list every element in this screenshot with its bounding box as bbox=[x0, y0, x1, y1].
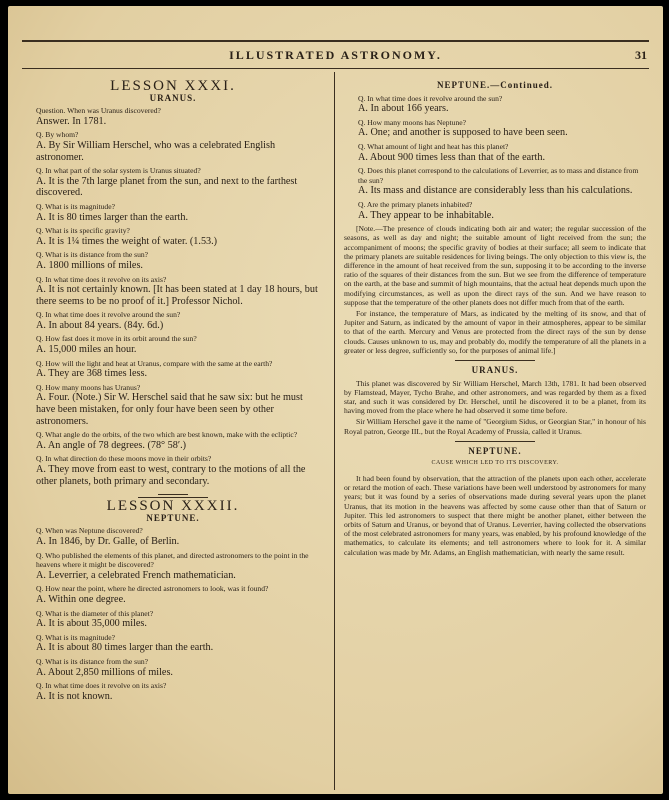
answer: A. They move from east to west, contrary to the motions of all the other planets, both primary and secondary. bbox=[36, 464, 306, 487]
question: Q. In what direction do these moons move in their orbits? bbox=[36, 454, 212, 464]
answer: A. It is about 80 times larger than the earth. bbox=[36, 642, 214, 654]
question: Q. When was Neptune discovered? bbox=[36, 526, 143, 536]
answer: A. It is the 7th large planet from the sun, and next to the farthest discovered. bbox=[36, 175, 298, 199]
section-rule-2 bbox=[455, 441, 535, 442]
book-page bbox=[8, 6, 663, 794]
note-paragraph-1: [Note.—The presence of clouds indicating both air and water; the regular succession of the seasons, as well as day and night; the suitable amount of light received from the sun; the accompaniment of moons; the specific gravity of bodies at their surface; all seem to indicate that the primary planets are suitable residences for living beings. The only objection to this view is, the difference in the amount of heat received from the sun, supposing it to be according to the inverse ratio of the squares of their distances from the sun. But we see from the difference of temperature on the earth, at the base and summit of high mountains, that the actual heat depends much upon the modifying circumstances, as well as upon the direct rays of the sun. And we have reason to suppose that the temperature of the other planets does not differ much from that of the earth. bbox=[344, 224, 646, 307]
answer: A. Leverrier, a celebrated French mathematician. bbox=[36, 569, 236, 581]
neptune-title: NEPTUNE. bbox=[468, 445, 522, 456]
question: Q. What is its specific gravity? bbox=[36, 226, 130, 236]
lesson-31-subtitle: URANUS. bbox=[149, 92, 197, 103]
answer: Answer. In 1781. bbox=[36, 115, 107, 127]
neptune-continued-title: NEPTUNE.—Continued. bbox=[436, 80, 554, 90]
answer: A. They are 368 times less. bbox=[36, 368, 148, 380]
answer: A. They appear to be inhabitable. bbox=[358, 209, 494, 221]
answer: A. In 1846, by Dr. Galle, of Berlin. bbox=[36, 535, 180, 547]
lesson-31-qa-list bbox=[22, 106, 324, 487]
uranus-paragraph-1: This planet was discovered by Sir William Herschel, March 13th, 1781. It had been observed by Flamstead, Mayer, Tycho Brahe, and other astronomers, and was regarded by them as a fixed star, and such it was considered by Dr. Herschel, until he discovered it to be a planet, from its having moved from the place where he had observed it some time before. bbox=[344, 378, 646, 416]
header-rule bbox=[22, 68, 649, 69]
page-header bbox=[22, 48, 649, 66]
top-rule bbox=[22, 40, 649, 42]
neptune-paragraph: It had been found by observation, that the attraction of the planets upon each other, accelerate or retard the motion of each. These variations have been well understood by astronomers for many years; but it was found by a series of observations made during several years upon the planet Uranus, that its motion in the heavens was affected by some cause other than that of Saturn or Jupiter. This led astronomers to suspect that there might be another planet, either between the orbits of Saturn and Uranus, or beyond that of Uranus. Leverrier, having collected the observations of the most celebrated astronomers for many years, was enabled, by his profound knowledge of the mathematics, to calculate its elements; and tell astronomers where to look for it. A similar calculation was made by Mr. Adams, an English mathematician, with nearly the same result. bbox=[344, 473, 646, 557]
question: Q. What is the diameter of this planet? bbox=[36, 608, 154, 618]
question: Q. In what time does it revolve on its axis? bbox=[36, 274, 167, 284]
uranus-paragraph-2: Sir William Herschel gave it the name of "Georgium Sidus, or Georgian Star," in honour of his Royal patron, George III., but the Royal Academy of Prussia, called it Uranus. bbox=[344, 417, 646, 436]
question: Q. In what time does it revolve on its axis? bbox=[36, 681, 167, 691]
question: Q. Does this planet correspond to the calculations of Leverrier, as to mass and distance from the sun? bbox=[358, 166, 639, 185]
right-column bbox=[344, 80, 646, 559]
answer: A. It is about 35,000 miles. bbox=[36, 618, 147, 630]
answer: A. 15,000 miles an hour. bbox=[36, 344, 137, 356]
lesson-32-subtitle: NEPTUNE. bbox=[146, 512, 200, 523]
question: Question. When was Uranus discovered? bbox=[36, 106, 161, 116]
question: Q. What is its distance from the sun? bbox=[36, 656, 149, 666]
question: Q. What is its magnitude? bbox=[36, 632, 115, 642]
answer: A. About 900 times less than that of the earth. bbox=[358, 151, 546, 163]
neptune-subtitle: CAUSE WHICH LED TO ITS DISCOVERY. bbox=[431, 460, 559, 467]
column-divider bbox=[334, 72, 335, 790]
question: Q. What is its distance from the sun? bbox=[36, 250, 149, 260]
question: Q. What angle do the orbits, of the two which are best known, make with the ecliptic? bbox=[36, 430, 298, 440]
lesson-32-title: LESSON XXXII. bbox=[106, 498, 240, 515]
answer: A. 1800 millions of miles. bbox=[36, 259, 143, 271]
left-column bbox=[22, 80, 324, 705]
page-number: 31 bbox=[635, 48, 647, 62]
answer: A. It is not certainly known. [It has been stated at 1 day 18 hours, but there seems to be no proof of it.] Professor Nichol. bbox=[36, 284, 318, 307]
answer: A. About 2,850 millions of miles. bbox=[36, 666, 173, 678]
answer: A. It is 80 times larger than the earth. bbox=[36, 211, 189, 223]
question: Q. What amount of light and heat has this planet? bbox=[358, 141, 509, 151]
running-title: ILLUSTRATED ASTRONOMY. bbox=[229, 48, 442, 62]
answer: A. It is not known. bbox=[36, 690, 113, 702]
answer: A. Its mass and distance are considerably less than his calculations. bbox=[358, 185, 633, 197]
question: Q. In what time does it revolve around the sun? bbox=[36, 310, 181, 320]
answer: A. By Sir William Herschel, who was a celebrated English astronomer. bbox=[36, 139, 276, 163]
uranus-title: URANUS. bbox=[471, 364, 519, 375]
lesson-31-title: LESSON XXXI. bbox=[110, 78, 236, 94]
answer: A. An angle of 78 degrees. (78° 58′.) bbox=[36, 439, 187, 451]
answer: A. One; and another is supposed to have been seen. bbox=[358, 127, 568, 139]
question: Q. What is its magnitude? bbox=[36, 201, 115, 211]
answer: A. Within one degree. bbox=[36, 593, 126, 605]
question: Q. How many moons has Neptune? bbox=[358, 117, 466, 127]
lesson-32-qa-list bbox=[22, 526, 324, 702]
answer: A. It is 1¼ times the weight of water. (1.53.) bbox=[36, 235, 218, 247]
question: Q. How near the point, where he directed astronomers to look, was it found? bbox=[36, 584, 269, 594]
neptune-qa-list bbox=[344, 94, 646, 222]
answer: A. In about 84 years. (84y. 6d.) bbox=[36, 319, 164, 331]
section-ornament bbox=[138, 491, 208, 498]
question: Q. Are the primary planets inhabited? bbox=[358, 199, 473, 209]
question: Q. Who published the elements of this planet, and directed astronomers to the point in the heavens where it might be discovered? bbox=[36, 550, 309, 570]
answer: A. In about 166 years. bbox=[358, 103, 449, 115]
note-paragraph-2: For instance, the temperature of Mars, as indicated by the melting of its snow, and that of Jupiter and Saturn, as indicated by the amount of vapor in their atmospheres, appear to be similar to that of the earth. Mercury and Venus are protected from the direct rays of the sun by dense clouds. Causes unknown to us, may and probably do, modify the temperature of all the planets in a greater or less degree, sufficiently so, for the purposes of animal life.] bbox=[344, 308, 646, 355]
question: Q. In what part of the solar system is Uranus situated? bbox=[36, 166, 201, 176]
question: Q. By whom? bbox=[36, 130, 79, 140]
question: Q. How will the light and heat at Uranus, compare with the same at the earth? bbox=[36, 358, 273, 368]
question: Q. In what time does it revolve around the sun? bbox=[358, 93, 503, 103]
section-rule bbox=[455, 360, 535, 361]
question: Q. How many moons has Uranus? bbox=[36, 382, 141, 392]
answer: A. Four. (Note.) Sir W. Herschel said that he saw six: but he must have been mistaken, for only four have been seen by other astronomers. bbox=[36, 392, 303, 427]
question: Q. How fast does it move in its orbit around the sun? bbox=[36, 334, 197, 344]
